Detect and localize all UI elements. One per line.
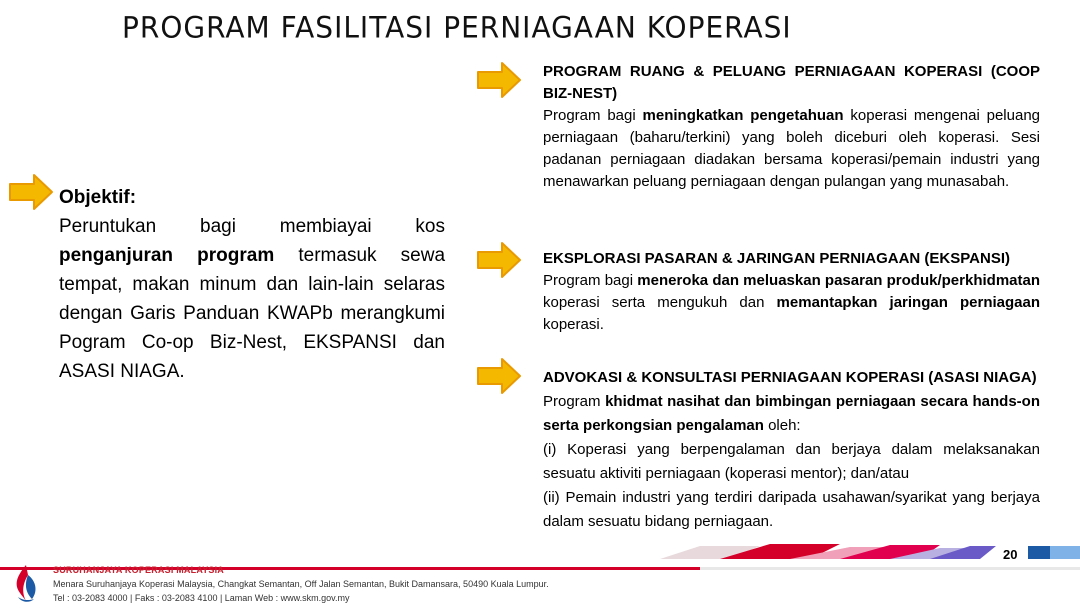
section-coop-biz-nest xyxy=(543,61,1040,193)
org-address: Menara Suruhanjaya Koperasi Malaysia, Changkat Semantan, Off Jalan Semantan, Bukit Damansara, 50490 Kuala Lumpur. xyxy=(53,579,549,589)
footer-divider xyxy=(0,557,1080,560)
yellow-arrow-icon xyxy=(8,173,54,211)
slide-title: PROGRAM FASILITASI PERNIAGAAN KOPERASI xyxy=(122,10,792,45)
section-heading: EKSPLORASI PASARAN & JARINGAN PERNIAGAAN (EKSPANSI) xyxy=(543,250,1010,267)
section-ekspansi xyxy=(543,248,1040,336)
section-text: Program bagi meneroka dan meluaskan pasaran produk/perkhidmatan koperasi serta mengukuh dan memantapkan jaringan perniagaan koperasi. xyxy=(543,272,1040,333)
yellow-arrow-icon xyxy=(476,241,522,279)
section-text: Program bagi meningkatkan pengetahuan koperasi mengenai peluang perniagaan (baharu/terkini) yang boleh diceburi oleh koperasi. Sesi padanan perniagaan diadakan bersama koperasi/pemain industri yang menawarkan peluang perniagaan dengan pulangan yang munasabah. xyxy=(543,107,1040,190)
org-contact: Tel : 03-2083 4000 | Faks : 03-2083 4100 | Laman Web : www.skm.gov.my xyxy=(53,593,350,603)
list-item: (i) Koperasi yang berpengalaman dan berjaya dalam melaksanakan sesuatu aktiviti perniagaan (koperasi mentor); dan/atau xyxy=(543,441,1040,482)
yellow-arrow-icon xyxy=(476,61,522,99)
section-heading: PROGRAM RUANG & PELUANG PERNIAGAAN KOPERASI (COOP BIZ-NEST) xyxy=(543,63,1040,102)
section-heading: ADVOKASI & KONSULTASI PERNIAGAAN KOPERASI (ASASI NIAGA) xyxy=(543,369,1037,386)
section-asasi-niaga xyxy=(543,366,1040,534)
objective-block xyxy=(59,183,445,386)
list-item: (ii) Pemain industri yang terdiri daripada usahawan/syarikat yang berjaya dalam sesuatu bidang perniagaan. xyxy=(543,489,1040,530)
objective-text: Peruntukan bagi membiayai kos penganjuran program termasuk sewa tempat, makan minum dan lain-lain selaras dengan Garis Panduan KWAPb merangkumi Pogram Co-op Biz-Nest, EKSPANSI dan ASASI NIAGA. xyxy=(59,216,446,382)
objective-heading: Objektif: xyxy=(59,187,137,208)
skm-logo-icon xyxy=(12,563,40,605)
yellow-arrow-icon xyxy=(476,357,522,395)
section-text: Program khidmat nasihat dan bimbingan perniagaan secara hands-on serta perkongsian pengalaman oleh: xyxy=(543,393,1040,434)
org-name: SURUHANJAYA KOPERASI MALAYSIA xyxy=(53,565,225,575)
page-number: 20 xyxy=(1003,547,1018,562)
